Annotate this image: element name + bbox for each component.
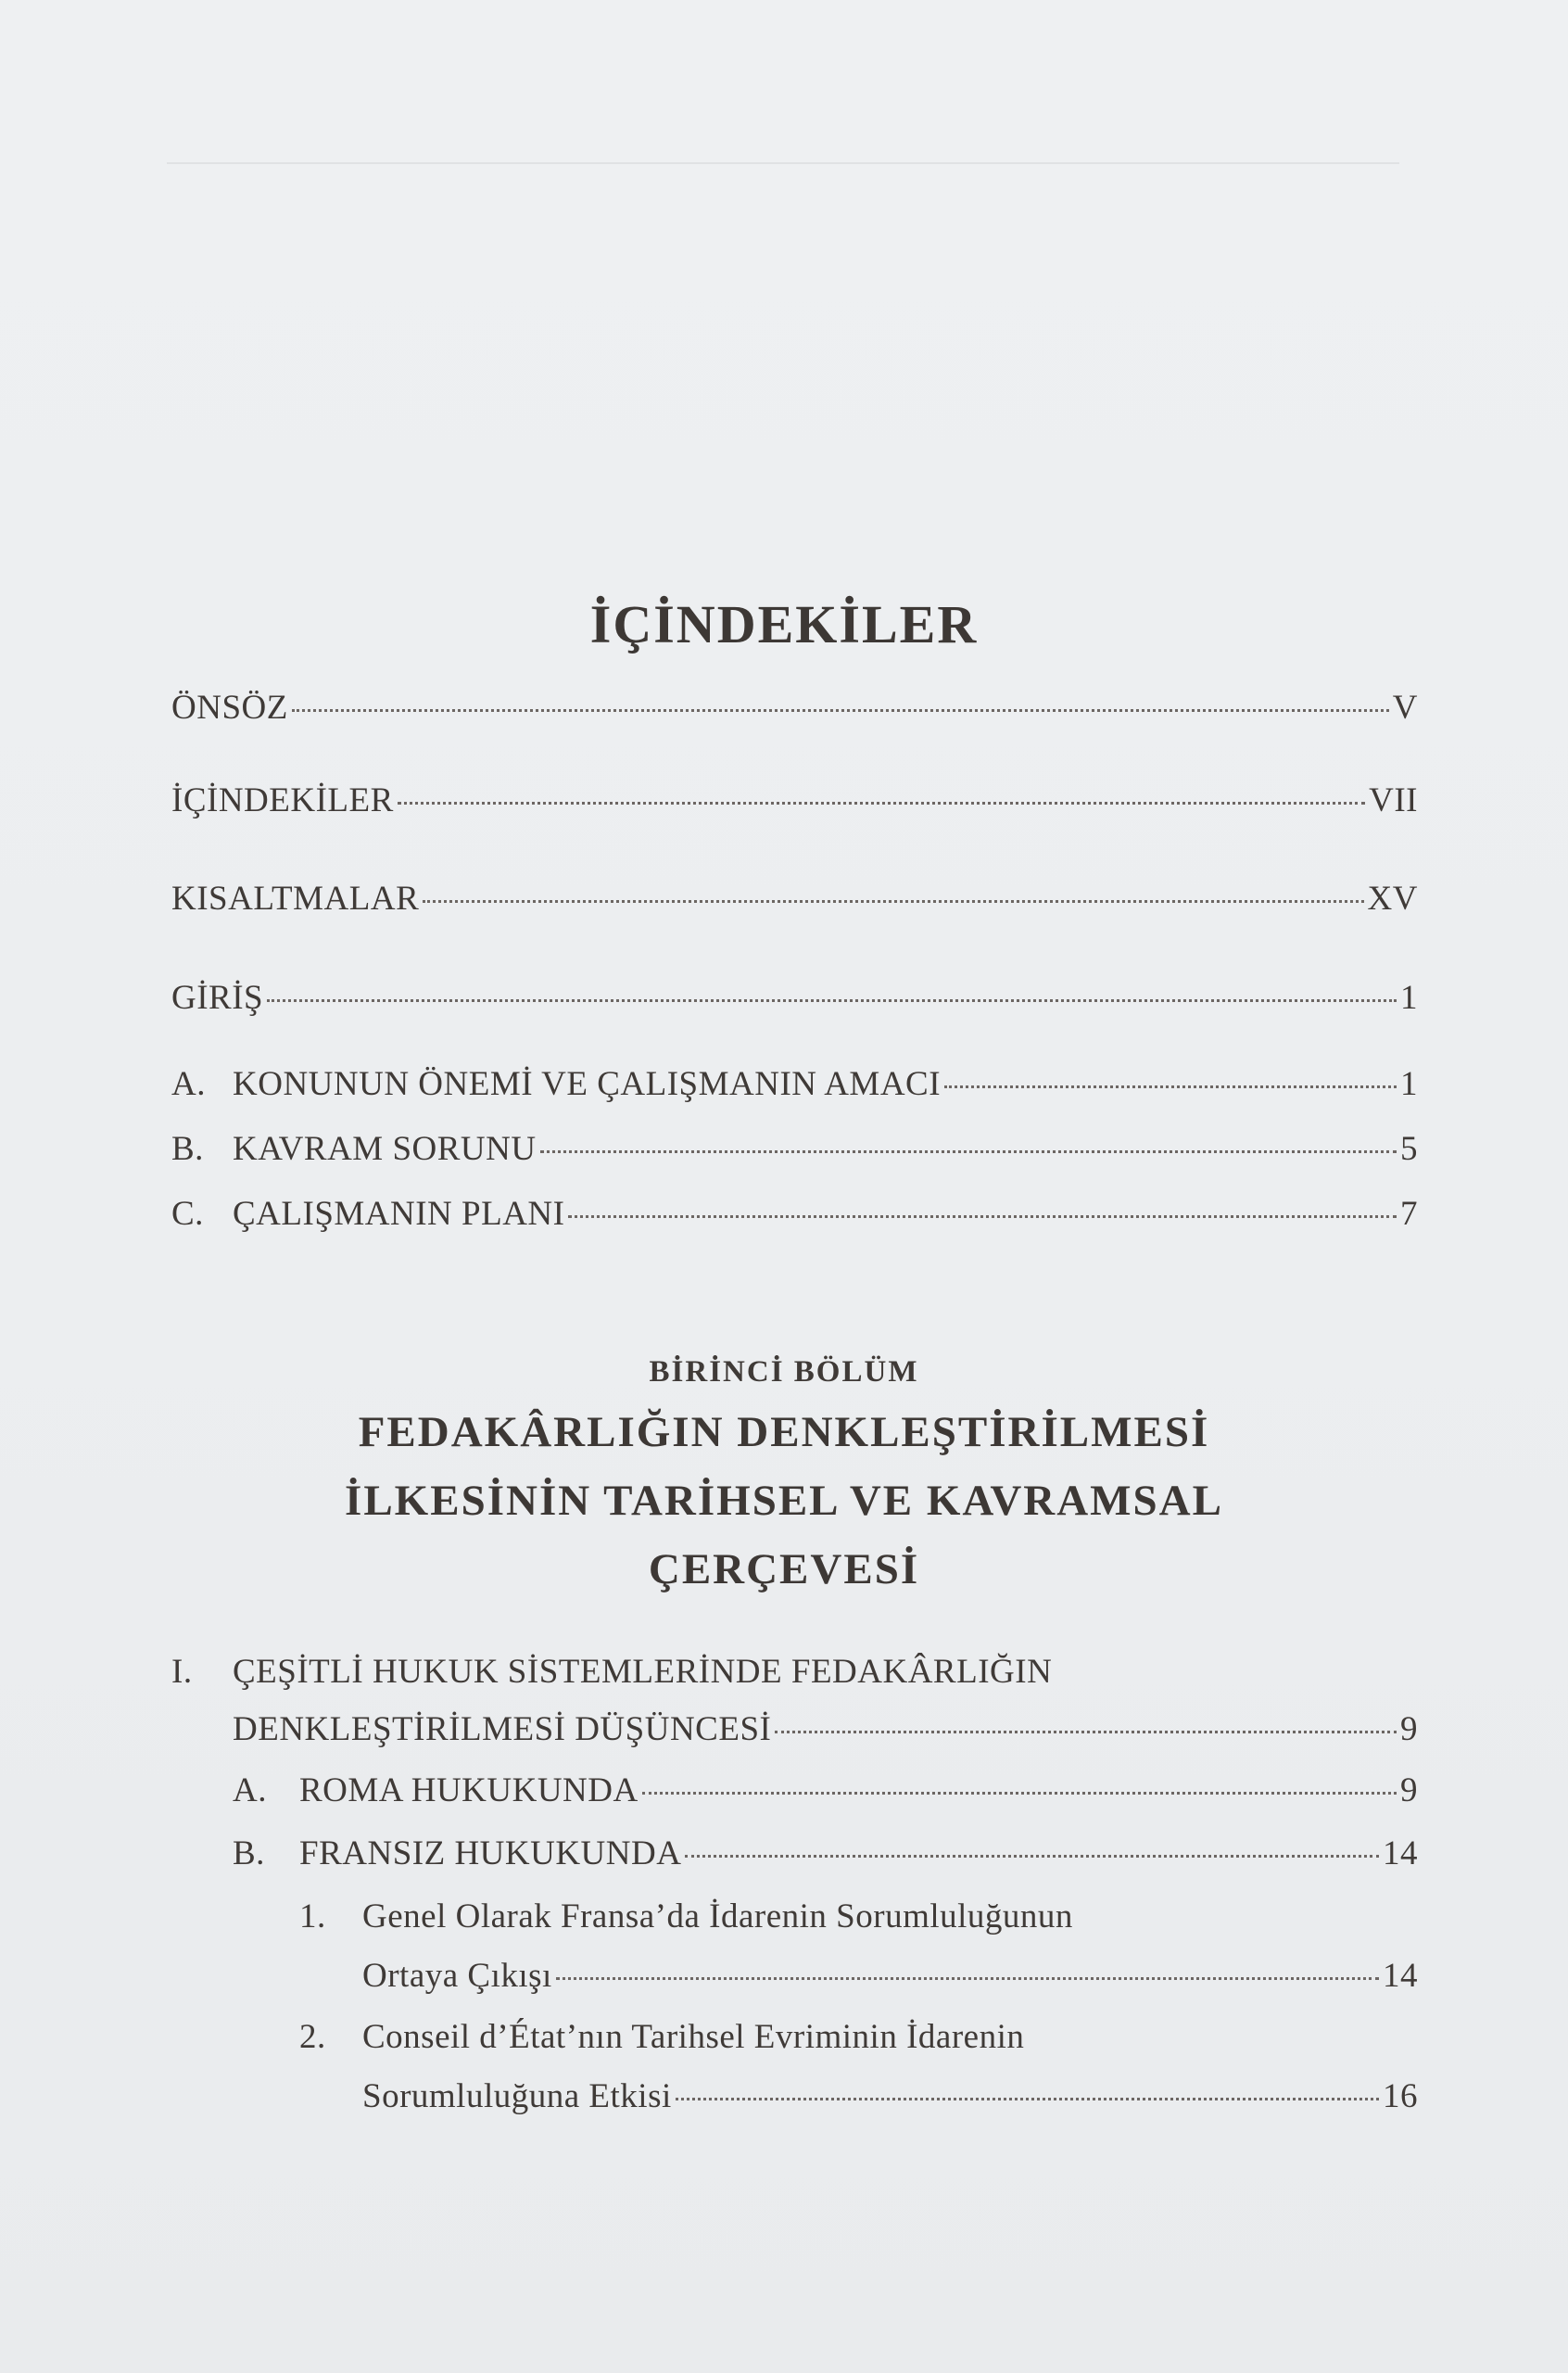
- page-number: 14: [1383, 1957, 1418, 1995]
- toc-title: İÇİNDEKİLER: [589, 594, 979, 654]
- entry-number: 1.: [299, 1897, 326, 1935]
- entry-label: ROMA HUKUKUNDA: [299, 1771, 639, 1809]
- entry-label: ÖNSÖZ: [171, 689, 288, 727]
- page-number: 16: [1383, 2077, 1418, 2115]
- dot-leader: [540, 1150, 1397, 1153]
- entry-number: B.: [233, 1834, 265, 1872]
- entry-label-line1: Conseil d’État’nın Tarihsel Evriminin İdarenin: [362, 2018, 1025, 2056]
- toc-subentry: [171, 1064, 1418, 1104]
- page-number: V: [1392, 689, 1418, 727]
- entry-number: B.: [171, 1130, 204, 1168]
- toc-entry: [171, 879, 1418, 919]
- dot-leader: [398, 802, 1365, 805]
- toc-subentry: [171, 1194, 1418, 1234]
- entry-label-line2: Ortaya Çıkışı: [362, 1957, 552, 1995]
- entry-number: 2.: [299, 2018, 326, 2056]
- entry-label: ÇALIŞMANIN PLANI: [233, 1195, 565, 1233]
- section-number: I.: [171, 1653, 193, 1691]
- entry-label: KONUNUN ÖNEMİ VE ÇALIŞMANIN AMACI: [233, 1065, 942, 1103]
- toc-subentry: [233, 1770, 1418, 1810]
- dot-leader: [775, 1731, 1397, 1733]
- entry-number: A.: [233, 1771, 267, 1809]
- entry-number: A.: [171, 1065, 206, 1103]
- page-number: 14: [1383, 1834, 1418, 1872]
- dot-leader: [944, 1085, 1397, 1088]
- dot-leader: [423, 900, 1363, 903]
- part-title-line: İLKESİNİN TARİHSEL VE KAVRAMSAL: [345, 1477, 1223, 1525]
- dot-leader: [568, 1215, 1397, 1218]
- part-label: BİRİNCİ BÖLÜM: [649, 1355, 919, 1389]
- page-number: VII: [1369, 781, 1418, 819]
- entry-label-line1: Genel Olarak Fransa’da İdarenin Sorumluluğunun: [362, 1897, 1073, 1935]
- toc-entry: [171, 978, 1418, 1018]
- dot-leader: [556, 1977, 1379, 1980]
- page-number: 7: [1400, 1195, 1418, 1233]
- entry-number: C.: [171, 1195, 204, 1233]
- page-number: 5: [1400, 1130, 1418, 1168]
- dot-leader: [685, 1855, 1379, 1858]
- dot-leader: [642, 1792, 1397, 1795]
- toc-subsubentry: [299, 1897, 1418, 1936]
- toc-subsubentry: [299, 2017, 1418, 2057]
- toc-entry: [171, 780, 1418, 820]
- entry-label-line2: Sorumluluğuna Etkisi: [362, 2077, 672, 2115]
- entry-label: KISALTMALAR: [171, 880, 420, 918]
- dot-leader: [676, 2098, 1379, 2100]
- part-title-line: FEDAKÂRLIĞIN DENKLEŞTİRİLMESİ: [358, 1408, 1210, 1456]
- toc-subentry: [233, 1834, 1418, 1873]
- entry-label: GİRİŞ: [171, 979, 264, 1017]
- page-number: 1: [1400, 979, 1418, 1017]
- dot-leader: [292, 709, 1389, 712]
- entry-label: KAVRAM SORUNU: [233, 1130, 537, 1168]
- dot-leader: [267, 999, 1397, 1002]
- entry-label: FRANSIZ HUKUKUNDA: [299, 1834, 682, 1872]
- toc-subsubentry-cont: [362, 2076, 1418, 2116]
- section-heading-cont: [233, 1709, 1418, 1749]
- bleed-through-rule: [167, 162, 1399, 164]
- page-number: 9: [1400, 1771, 1418, 1809]
- section-label-line1: ÇEŞİTLİ HUKUK SİSTEMLERİNDE FEDAKÂRLIĞIN: [233, 1653, 1053, 1691]
- page-number: XV: [1367, 880, 1418, 918]
- entry-label: İÇİNDEKİLER: [171, 781, 394, 819]
- section-label-line2: DENKLEŞTİRİLMESİ DÜŞÜNCESİ: [233, 1710, 772, 1748]
- page-number: 9: [1400, 1710, 1418, 1748]
- toc-subsubentry-cont: [362, 1956, 1418, 1996]
- section-heading: [171, 1652, 1418, 1692]
- part-title-line: ÇERÇEVESİ: [648, 1545, 920, 1593]
- toc-entry: [171, 688, 1418, 728]
- page-number: 1: [1400, 1065, 1418, 1103]
- toc-subentry: [171, 1129, 1418, 1169]
